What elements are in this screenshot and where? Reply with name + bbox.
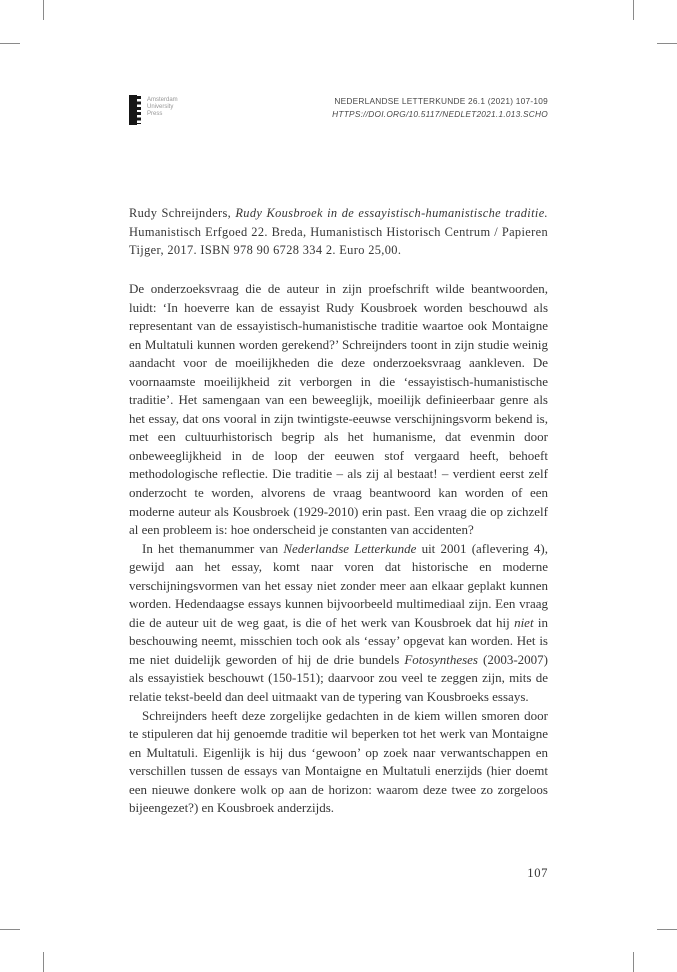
doi-line: HTTPS://DOI.ORG/10.5117/NEDLET2021.1.013.SCHO [332, 109, 548, 119]
review-body [129, 280, 548, 818]
crop-mark-top-right-horizontal [657, 43, 677, 44]
crop-mark-bottom-right-horizontal [657, 929, 677, 930]
crop-mark-bottom-left-vertical [43, 952, 44, 972]
journal-issue-reference: NEDERLANDSE LETTERKUNDE 26.1 (2021) 107-109 [334, 96, 548, 106]
crop-mark-top-right-vertical [633, 0, 634, 20]
paragraph-3: Schreijnders heeft deze zorgelijke gedachten in de kiem willen smoren door te stipuleren dat hij genoemde traditie wil beperken tot het werk van Montaigne en Multatuli. Eigenlijk is hij dus ‘gewoon’ op zoek naar verwantschappen en verschillen tussen de essays van Montaigne en Multatuli enerzijds (hier doemt een nieuwe donkere wolk op aan de horizon: waarom deze twee zo zorgeloos bijeengezet?) en Kousbroek anderzijds. [129, 707, 548, 816]
logo-word-press: Press [147, 111, 163, 117]
journal-header [129, 95, 548, 121]
crop-mark-bottom-right-vertical [633, 952, 634, 972]
logo-word-amsterdam: Amsterdam [147, 97, 178, 103]
paragraph-2: In het themanummer van Nederlandse Letterkunde uit 2001 (aflevering 4), gewijd aan het essay, komt naar voren dat historische en moderne verschijningsvormen van het essay niet zonder meer aan elkaar geplakt kunnen worden. Hedendaagse essays kunnen bijvoorbeeld multimediaal zijn. Een vraag die de auteur uit de weg gaat, is die of het werk van Kousbroek dat hij niet in beschouwing neemt, misschien toch ook als ‘essay’ opgevat kan worden. Het is me niet duidelijk geworden of hij de drie bundels Fotosyntheses (2003-2007) als essayistiek beschouwt (150-151); daarvoor zou veel te zeggen zijn, mits de relatie tekst-beeld dan deel uitmaakt van de typering van Kousbroeks essays. [129, 540, 548, 705]
logo-word-university: University [147, 104, 174, 110]
crop-mark-bottom-left-horizontal [0, 929, 20, 930]
paragraph-1: De onderzoeksvraag die de auteur in zijn proefschrift wilde beantwoorden, luidt: ‘In hoeverre kan de essayist Rudy Kousbroek worden beschouwd als representant van de essayistisch-humanistische traditie waartoe ook Montaigne en Multatuli kunnen worden gerekend?’ Schreijnders toont in zijn studie weinig aandacht voor de moeilijkheden die deze onderzoeksvraag aankleven. De voornaamste moeilijkheid zit verborgen in die ‘essayistisch-humanistische traditie’. Het samengaan van een beweeglijk, moeilijk definieerbaar genre als het essay, dat ons vooral in zijn twintigste-eeuwse verschijningsvorm bekend is, met een cultuurhistorisch begrip als het humanisme, dat evenmin door onbeweeglijkheid in de loop der eeuwen stof vergaard heeft, behoeft methodologische reflectie. Die traditie – als zij al bestaat! – verdient eerst zelf onderzocht te worden, alvorens de vraag beantwoord kan worden of een moderne auteur als Kousbroek (1929-2010) erin past. Een vraag die op zichzelf al een probleem is: hoe onderscheid je constanten van accidenten? [129, 281, 548, 538]
crop-mark-top-left-horizontal [0, 43, 20, 44]
crop-mark-top-left-vertical [43, 0, 44, 20]
page-number: 107 [527, 866, 548, 880]
book-reference: Rudy Schreijnders, Rudy Kousbroek in de essayistisch-humanistische traditie. Humanistisch Erfgoed 22. Breda, Humanistisch Historisch Centrum / Papieren Tijger, 2017. ISBN 978 90 6728 334 2. Euro 25,00. [129, 206, 548, 257]
